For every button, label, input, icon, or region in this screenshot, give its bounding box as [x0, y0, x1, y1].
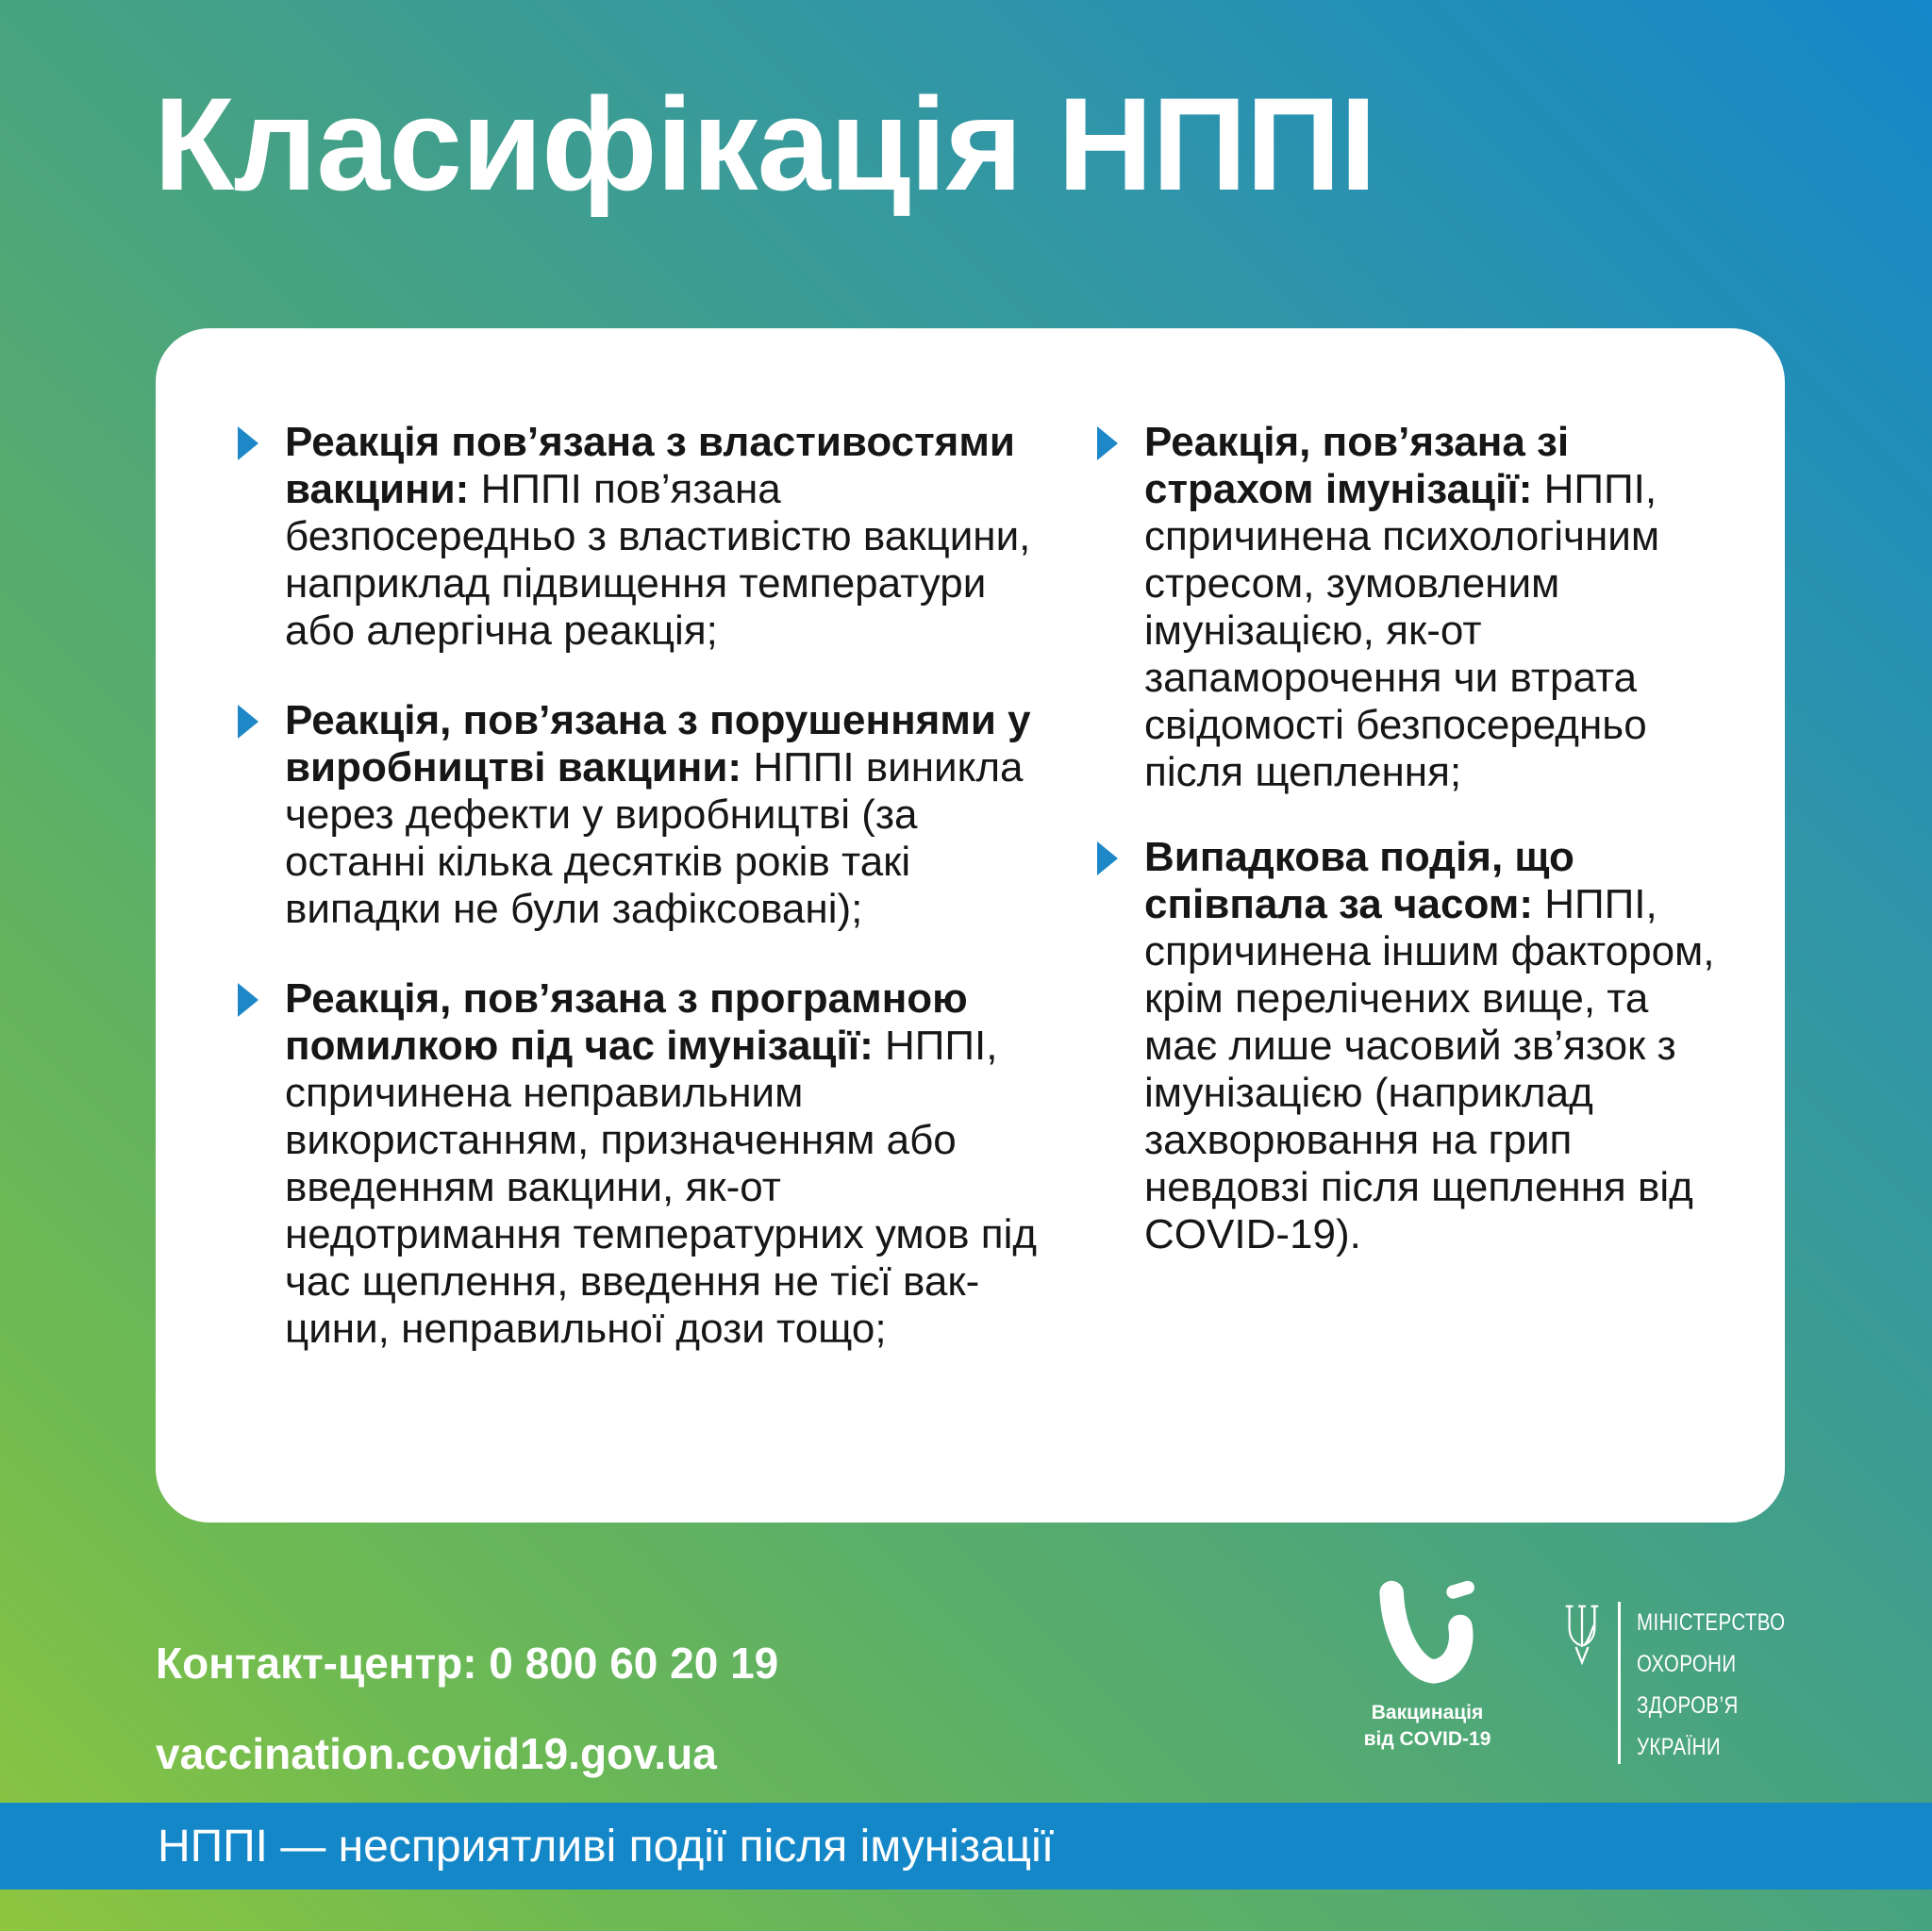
ministry-name-line2: ОХОРОНИ	[1637, 1651, 1737, 1677]
bullet-item-immunization-fear	[1097, 419, 1739, 796]
bullet-lead: Реакція пов’язана з властивостями вакцини:	[285, 419, 1015, 512]
bullet-body: НППІ, спричинена психологічним стресом, зумовленим імунізацією, як-от запаморочення чи втрата свідомості безпосередньо після щеплення;	[1144, 466, 1660, 795]
bullet-text	[285, 697, 1040, 933]
info-card	[156, 328, 1785, 1523]
ministry-logo	[1564, 1602, 1818, 1768]
bullet-lead: Випадкова подія, що співпала за часом:	[1144, 834, 1574, 927]
bullet-arrow-icon	[238, 705, 258, 739]
bullet-arrow-icon	[238, 983, 258, 1017]
website-line: vaccination.covid19.gov.ua	[156, 1729, 717, 1778]
bullet-text	[1144, 419, 1729, 796]
bullet-lead: Реакція, пов’язана з порушеннями у виробництві вакцини:	[285, 697, 1031, 791]
bullet-body: НППІ пов’язана безпосередньо з властивістю вакцини, наприклад підвищення температури або алергічна реакція;	[285, 466, 1031, 654]
vaccination-logo-caption-line1: Вакцинація	[1371, 1702, 1484, 1723]
ministry-logo-divider	[1618, 1602, 1621, 1764]
bullet-text	[285, 975, 1040, 1353]
bullet-body: НППІ, спричинена неправильним використанням, призначенням або введенням вакцини, як-от недотримання температурних умов під час щеплення, введення не тієї вакцини, неправильної дози тощо;	[285, 1023, 1038, 1352]
card-column-right	[1097, 419, 1739, 1296]
vaccination-logo	[1312, 1579, 1542, 1753]
bullet-lead: Реакція, пов’язана зі страхом імунізації:	[1144, 419, 1570, 512]
card-column-left	[238, 419, 1087, 1395]
trident-icon	[1564, 1602, 1600, 1668]
bullet-body: НППІ, спричинена іншим фактором, крім перелічених вище, та має лише часовий зв’язок з імунізацією (наприклад захворювання на грип невдовзі після щеплення від COVID-19).	[1144, 881, 1715, 1257]
bullet-item-coincidental-event	[1097, 834, 1739, 1258]
ministry-name-line3: ЗДОРОВ’Я	[1637, 1692, 1739, 1719]
bullet-item-vaccine-properties	[238, 419, 1087, 655]
contact-center-line: Контакт-центр: 0 800 60 20 19	[156, 1639, 779, 1688]
bullet-arrow-icon	[238, 426, 258, 460]
bullet-body: НППІ виникла через дефекти у виробництві (за останні кілька десятків років такі випадки не були зафіксовані);	[285, 744, 1024, 932]
bullet-lead: Реакція, пов’язана з програмною помилкою під час імунізації:	[285, 975, 968, 1069]
vaccination-logo-caption-line2: від COVID-19	[1363, 1728, 1491, 1750]
bullet-item-program-error	[238, 975, 1087, 1353]
bottom-bar	[0, 1803, 1932, 1889]
ministry-name	[1637, 1602, 1786, 1768]
ministry-name-line1: МІНІСТЕРСТВО	[1637, 1609, 1786, 1636]
page-title: Класифікація НППІ	[154, 70, 1376, 218]
bottom-bar-text: НППІ — несприятливі події після імунізації	[158, 1821, 1055, 1872]
bullet-arrow-icon	[1097, 426, 1118, 460]
bullet-text	[285, 419, 1040, 655]
bullet-arrow-icon	[1097, 841, 1118, 875]
v-checkmark-icon	[1378, 1579, 1476, 1690]
bullet-item-manufacturing-defect	[238, 697, 1087, 933]
ministry-name-line4: УКРАЇНИ	[1637, 1734, 1722, 1760]
bullet-text	[1144, 834, 1729, 1258]
